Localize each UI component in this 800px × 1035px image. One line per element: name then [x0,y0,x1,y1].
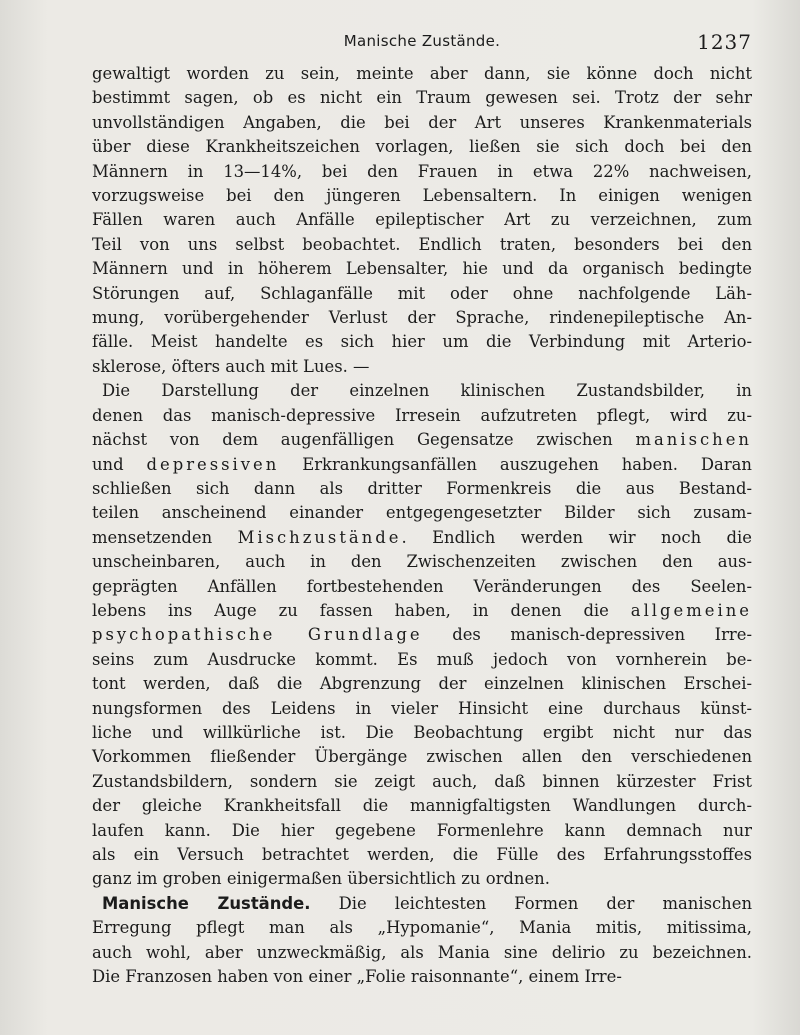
emphasis: depressiven [146,454,280,474]
text-line: auch wohl, aber unzweckmäßig, als Mania sine delirio zu bezeichnen. [92,942,752,962]
page-number: 1237 [697,30,752,54]
text-line: tont werden, daß die Abgrenzung der einzelnen klinischen Erschei- [92,674,752,694]
text-line: der gleiche Krankheitsfall die mannigfaltigsten Wandlungen durch- [92,796,752,816]
section-heading: Manische Zustände. [102,893,311,913]
text-line: gewaltigt worden zu sein, meinte aber dann, sie könne doch nicht [92,64,752,83]
text-line: ganz im groben einigermaßen übersichtlich zu ordnen. [92,869,550,889]
text-line: schließen sich dann als dritter Formenkreis die aus Bestand- [92,478,752,498]
text-line: Teil von uns selbst beobachtet. Endlich traten, besonders bei den [92,234,752,254]
body-text [92,62,752,989]
text-line: und depressiven Erkrankungsanfällen auszugehen haben. Daran [92,454,752,474]
text-line: mung, vorübergehender Verlust der Sprache, rindenepileptische An- [92,308,752,328]
emphasis: Mischzustände [237,527,402,547]
text-line: mensetzenden Mischzustände. Endlich werden wir noch die [92,527,752,547]
text-line: seins zum Ausdrucke kommt. Es muß jedoch von vornherein be- [92,649,752,669]
running-title: Manische Zustände. [343,32,501,50]
text-line: Fällen waren auch Anfälle epileptischer Art zu verzeichnen, zum [92,210,752,230]
text-line: Männern und in höherem Lebensalter, hie und da organisch bedingte [92,259,752,279]
text-line: unvollständigen Angaben, die bei der Art unseres Krankenmaterials [92,112,752,132]
text-line: Männern in 13—14%, bei den Frauen in etwa 22% nachweisen, [92,161,752,181]
text-line: Erregung pflegt man als „Hypomanie“, Mania mitis, mitissima, [92,918,752,938]
text-line: vorzugsweise bei den jüngeren Lebensaltern. In einigen wenigen [92,186,752,206]
text-line: Manische Zustände. Die leichtesten Formen der manischen [102,893,752,913]
emphasis: psychopathische Grundlage [92,625,423,645]
text-line: nungsformen des Leidens in vieler Hinsicht eine durchaus künst- [92,698,752,718]
text-line: fälle. Meist handelte es sich hier um die Verbindung mit Arterio- [92,332,752,352]
text-line: denen das manisch-depressive Irresein aufzutreten pflegt, wird zu- [92,405,752,425]
running-header [92,30,752,56]
text-line: Die Darstellung der einzelnen klinischen Zustandsbilder, in [102,381,752,401]
emphasis: manischen [635,430,752,450]
text-line: Vorkommen fließender Übergänge zwischen allen den verschiedenen [92,747,752,767]
text-line: psychopathische Grundlage des manisch-depressiven Irre- [92,625,752,645]
emphasis: allgemeine [630,600,752,620]
text-line: Die Franzosen haben von einer „Folie raisonnante“, einem Irre- [92,967,622,987]
text-line: nächst von dem augenfälligen Gegensatze zwischen manischen [92,430,752,450]
text-line: liche und willkürliche ist. Die Beobachtung ergibt nicht nur das [92,722,752,742]
text-line: unscheinbaren, auch in den Zwischenzeiten zwischen den aus- [92,552,752,572]
text-line: über diese Krankheitszeichen vorlagen, ließen sie sich doch bei den [92,137,752,157]
text-line: sklerose, öfters auch mit Lues. — [92,356,370,376]
text-line: Störungen auf, Schlaganfälle mit oder ohne nachfolgende Läh- [92,283,752,303]
text-line: laufen kann. Die hier gegebene Formenlehre kann demnach nur [92,820,752,840]
text-line: geprägten Anfällen fortbestehenden Veränderungen des Seelen- [92,576,752,596]
text-line: teilen anscheinend einander entgegengesetzter Bilder sich zusam- [92,503,752,523]
text-line: bestimmt sagen, ob es nicht ein Traum gewesen sei. Trotz der sehr [92,88,752,108]
text-line: Zustandsbildern, sondern sie zeigt auch, daß binnen kürzester Frist [92,771,752,791]
text-line: als ein Versuch betrachtet werden, die Fülle des Erfahrungsstoffes [92,845,752,864]
text-line: lebens ins Auge zu fassen haben, in denen die allgemeine [92,600,752,620]
